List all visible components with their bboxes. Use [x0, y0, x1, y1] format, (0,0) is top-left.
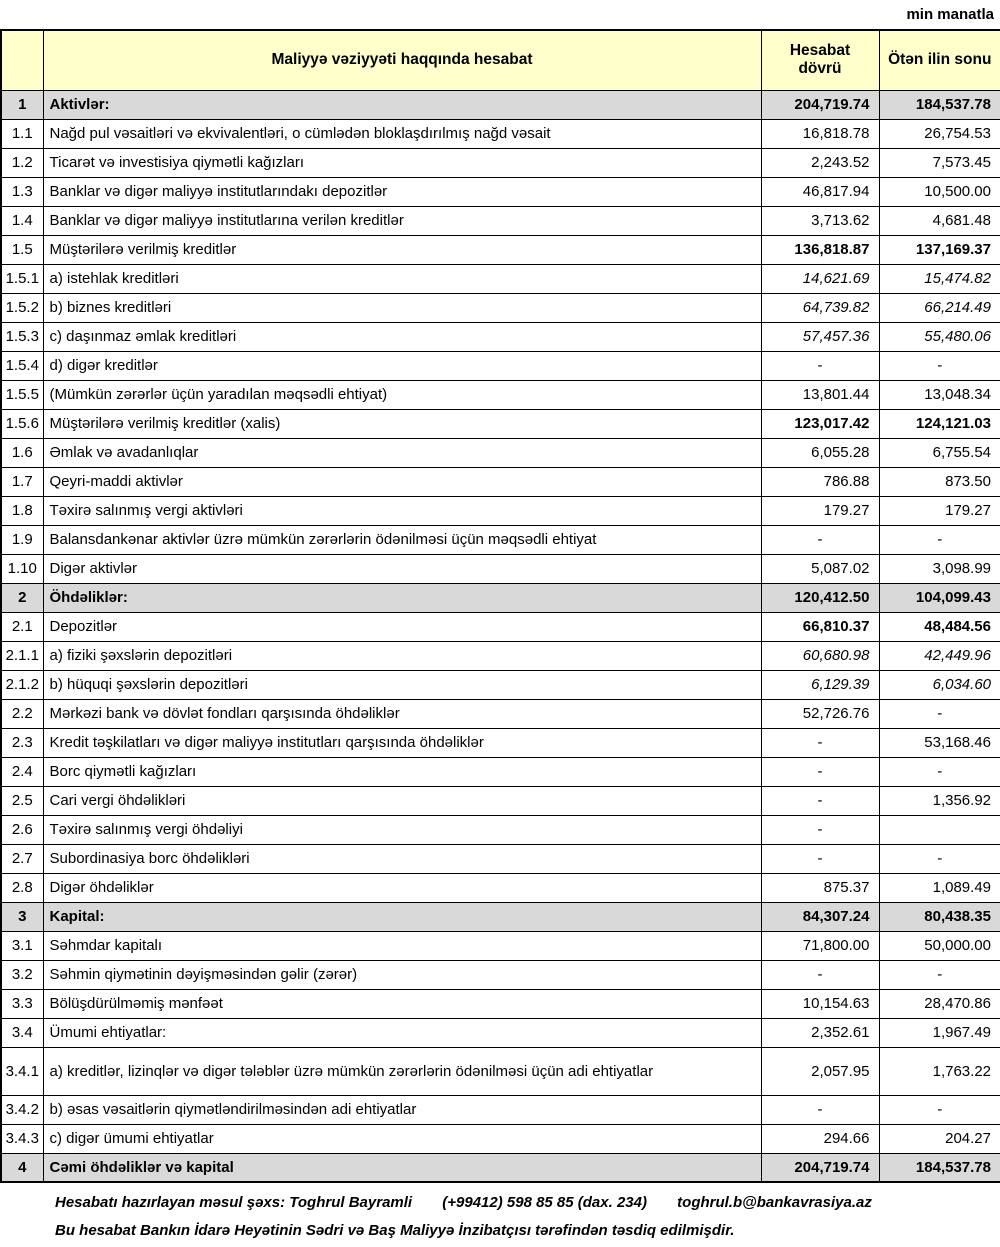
row-value-previous: 104,099.43 — [879, 583, 1000, 612]
row-value-current: 204,719.74 — [761, 1153, 879, 1182]
table-row — [1, 902, 1000, 931]
row-label: Cəmi öhdəliklər və kapital — [43, 1153, 761, 1182]
row-value-current: 3,713.62 — [761, 206, 879, 235]
row-number: 1.5.3 — [1, 322, 43, 351]
row-label: (Mümkün zərərlər üçün yaradılan məqsədli ehtiyat) — [43, 380, 761, 409]
row-value-current: 123,017.42 — [761, 409, 879, 438]
row-value-current: 84,307.24 — [761, 902, 879, 931]
row-label: b) biznes kreditləri — [43, 293, 761, 322]
row-number: 1.3 — [1, 177, 43, 206]
row-number: 3.4.1 — [1, 1047, 43, 1095]
row-number: 1 — [1, 90, 43, 119]
row-value-current: 2,352.61 — [761, 1018, 879, 1047]
row-value-previous: - — [879, 351, 1000, 380]
row-label: b) hüquqi şəxslərin depozitləri — [43, 670, 761, 699]
table-row — [1, 612, 1000, 641]
row-value-previous: 6,034.60 — [879, 670, 1000, 699]
row-value-previous: 7,573.45 — [879, 148, 1000, 177]
row-value-previous: 179.27 — [879, 496, 1000, 525]
row-label: Mərkəzi bank və dövlət fondları qarşısında öhdəliklər — [43, 699, 761, 728]
row-label: Depozitlər — [43, 612, 761, 641]
row-value-current: 66,810.37 — [761, 612, 879, 641]
table-row — [1, 380, 1000, 409]
table-row — [1, 989, 1000, 1018]
table-row — [1, 1124, 1000, 1153]
table-row — [1, 786, 1000, 815]
row-label: c) daşınmaz əmlak kreditləri — [43, 322, 761, 351]
header-number-cell — [1, 30, 43, 90]
row-label: Ticarət və investisiya qiymətli kağızları — [43, 148, 761, 177]
table-row — [1, 583, 1000, 612]
row-number: 1.5.1 — [1, 264, 43, 293]
row-value-previous: 55,480.06 — [879, 322, 1000, 351]
row-value-current: 57,457.36 — [761, 322, 879, 351]
table-row — [1, 496, 1000, 525]
table-row — [1, 119, 1000, 148]
row-label: Öhdəliklər: — [43, 583, 761, 612]
row-number: 1.7 — [1, 467, 43, 496]
row-label: a) fiziki şəxslərin depozitləri — [43, 641, 761, 670]
row-label: Kredit təşkilatları və digər maliyyə institutları qarşısında öhdəliklər — [43, 728, 761, 757]
row-value-current: 120,412.50 — [761, 583, 879, 612]
table-row — [1, 264, 1000, 293]
table-row — [1, 90, 1000, 119]
row-number: 1.5.6 — [1, 409, 43, 438]
table-row — [1, 525, 1000, 554]
row-number: 1.10 — [1, 554, 43, 583]
row-value-current: 2,243.52 — [761, 148, 879, 177]
table-row — [1, 293, 1000, 322]
row-number: 2.1.1 — [1, 641, 43, 670]
row-label: Bölüşdürülməmiş mənfəət — [43, 989, 761, 1018]
table-row — [1, 728, 1000, 757]
row-value-current: 204,719.74 — [761, 90, 879, 119]
row-label: Qeyri-maddi aktivlər — [43, 467, 761, 496]
row-number: 3.4 — [1, 1018, 43, 1047]
row-value-current: 875.37 — [761, 873, 879, 902]
row-value-current: - — [761, 757, 879, 786]
row-value-previous: 10,500.00 — [879, 177, 1000, 206]
row-number: 1.5 — [1, 235, 43, 264]
row-label: c) digər ümumi ehtiyatlar — [43, 1124, 761, 1153]
row-value-previous: 42,449.96 — [879, 641, 1000, 670]
table-row — [1, 467, 1000, 496]
row-number: 1.4 — [1, 206, 43, 235]
row-value-current: 6,055.28 — [761, 438, 879, 467]
row-value-previous: 137,169.37 — [879, 235, 1000, 264]
table-header — [1, 30, 1000, 90]
row-value-current: 294.66 — [761, 1124, 879, 1153]
row-number: 2.4 — [1, 757, 43, 786]
row-number: 1.2 — [1, 148, 43, 177]
row-label: b) əsas vəsaitlərin qiymətləndirilməsindən adi ehtiyatlar — [43, 1095, 761, 1124]
row-number: 2.6 — [1, 815, 43, 844]
row-value-current: 179.27 — [761, 496, 879, 525]
header-previous-year: Ötən ilin sonu — [879, 30, 1000, 90]
table-row — [1, 873, 1000, 902]
row-value-previous: 48,484.56 — [879, 612, 1000, 641]
table-row — [1, 757, 1000, 786]
row-label: Əmlak və avadanlıqlar — [43, 438, 761, 467]
row-label: Təxirə salınmış vergi öhdəliyi — [43, 815, 761, 844]
row-value-previous: 1,763.22 — [879, 1047, 1000, 1095]
row-value-current: - — [761, 815, 879, 844]
row-value-previous: 1,356.92 — [879, 786, 1000, 815]
row-label: Səhmin qiymətinin dəyişməsindən gəlir (zərər) — [43, 960, 761, 989]
row-number: 2.3 — [1, 728, 43, 757]
footer-contact-line — [55, 1194, 990, 1211]
row-number: 2.8 — [1, 873, 43, 902]
row-label: d) digər kreditlər — [43, 351, 761, 380]
row-value-current: 64,739.82 — [761, 293, 879, 322]
row-value-previous: 124,121.03 — [879, 409, 1000, 438]
row-number: 1.5.5 — [1, 380, 43, 409]
contact-email: toghrul.b@bankavrasiya.az — [677, 1194, 872, 1211]
approval-statement: Bu hesabat Bankın İdarə Heyətinin Sədri və Baş Maliyyə İnzibatçısı tərəfindən təsdiq edilmişdir. — [55, 1222, 735, 1240]
row-number: 1.6 — [1, 438, 43, 467]
row-label: Cari vergi öhdəlikləri — [43, 786, 761, 815]
row-label: Subordinasiya borc öhdəlikləri — [43, 844, 761, 873]
row-label: Ümumi ehtiyatlar: — [43, 1018, 761, 1047]
row-label: a) istehlak kreditləri — [43, 264, 761, 293]
row-value-previous: 80,438.35 — [879, 902, 1000, 931]
table-row — [1, 554, 1000, 583]
row-number: 1.9 — [1, 525, 43, 554]
row-label: Müştərilərə verilmiş kreditlər — [43, 235, 761, 264]
row-value-previous: 184,537.78 — [879, 1153, 1000, 1182]
table-row — [1, 1095, 1000, 1124]
row-number: 2 — [1, 583, 43, 612]
row-value-previous: 1,967.49 — [879, 1018, 1000, 1047]
row-value-current: 71,800.00 — [761, 931, 879, 960]
row-number: 1.5.2 — [1, 293, 43, 322]
row-value-previous: 184,537.78 — [879, 90, 1000, 119]
row-value-current: 786.88 — [761, 467, 879, 496]
table-row — [1, 1018, 1000, 1047]
row-value-current: 46,817.94 — [761, 177, 879, 206]
table-row — [1, 206, 1000, 235]
row-label: Kapital: — [43, 902, 761, 931]
row-value-previous: 204.27 — [879, 1124, 1000, 1153]
row-value-current: - — [761, 351, 879, 380]
table-row — [1, 322, 1000, 351]
table-row — [1, 1047, 1000, 1095]
unit-note: min manatla — [906, 6, 994, 23]
row-value-current: 2,057.95 — [761, 1047, 879, 1095]
row-number: 3.4.3 — [1, 1124, 43, 1153]
row-number: 3.4.2 — [1, 1095, 43, 1124]
row-label: Aktivlər: — [43, 90, 761, 119]
row-value-previous: 6,755.54 — [879, 438, 1000, 467]
row-value-previous: 26,754.53 — [879, 119, 1000, 148]
row-number: 4 — [1, 1153, 43, 1182]
row-value-previous: 873.50 — [879, 467, 1000, 496]
table-row — [1, 931, 1000, 960]
row-number: 3.3 — [1, 989, 43, 1018]
row-number: 1.1 — [1, 119, 43, 148]
row-value-current: - — [761, 786, 879, 815]
row-value-current: 13,801.44 — [761, 380, 879, 409]
row-number: 2.1.2 — [1, 670, 43, 699]
row-number: 3.2 — [1, 960, 43, 989]
row-value-current: - — [761, 1095, 879, 1124]
row-value-previous: 28,470.86 — [879, 989, 1000, 1018]
row-value-previous: 3,098.99 — [879, 554, 1000, 583]
table-row — [1, 148, 1000, 177]
table-row — [1, 815, 1000, 844]
table-row — [1, 1153, 1000, 1182]
row-label: Balansdankənar aktivlər üzrə mümkün zərərlərin ödənilməsi üçün məqsədli ehtiyat — [43, 525, 761, 554]
table-row — [1, 177, 1000, 206]
row-number: 1.5.4 — [1, 351, 43, 380]
row-value-previous: 50,000.00 — [879, 931, 1000, 960]
row-value-previous: - — [879, 699, 1000, 728]
row-value-current: - — [761, 844, 879, 873]
header-current-period: Hesabat dövrü — [761, 30, 879, 90]
table-row — [1, 641, 1000, 670]
row-value-previous: 66,214.49 — [879, 293, 1000, 322]
row-label: Borc qiymətli kağızları — [43, 757, 761, 786]
row-value-current: - — [761, 525, 879, 554]
row-value-previous — [879, 815, 1000, 844]
contact-phone: (+99412) 598 85 85 (dax. 234) — [442, 1194, 647, 1211]
row-label: a) kreditlər, lizinqlər və digər tələblər üzrə mümkün zərərlərin ödənilməsi üçün adi ehtiyatlar — [43, 1047, 761, 1095]
table-row — [1, 351, 1000, 380]
row-value-previous: - — [879, 757, 1000, 786]
row-number: 1.8 — [1, 496, 43, 525]
row-value-previous: 13,048.34 — [879, 380, 1000, 409]
table-row — [1, 438, 1000, 467]
row-value-previous: - — [879, 525, 1000, 554]
row-value-current: - — [761, 960, 879, 989]
row-value-current: 6,129.39 — [761, 670, 879, 699]
row-label: Nağd pul vəsaitləri və ekvivalentləri, o cümlədən bloklaşdırılmış nağd vəsait — [43, 119, 761, 148]
row-value-current: - — [761, 728, 879, 757]
table-row — [1, 960, 1000, 989]
row-label: Banklar və digər maliyyə institutlarına verilən kreditlər — [43, 206, 761, 235]
table-row — [1, 409, 1000, 438]
table-row — [1, 235, 1000, 264]
table-title: Maliyyə vəziyyəti haqqında hesabat — [43, 30, 761, 90]
row-value-previous: 4,681.48 — [879, 206, 1000, 235]
row-value-previous: - — [879, 960, 1000, 989]
table-row — [1, 699, 1000, 728]
row-value-current: 14,621.69 — [761, 264, 879, 293]
table-row — [1, 670, 1000, 699]
row-label: Müştərilərə verilmiş kreditlər (xalis) — [43, 409, 761, 438]
row-value-previous: 53,168.46 — [879, 728, 1000, 757]
row-label: Digər aktivlər — [43, 554, 761, 583]
row-value-current: 5,087.02 — [761, 554, 879, 583]
table-header-row — [1, 30, 1000, 90]
row-label: Səhmdar kapitalı — [43, 931, 761, 960]
row-label: Banklar və digər maliyyə institutlarındakı depozitlər — [43, 177, 761, 206]
row-value-previous: 1,089.49 — [879, 873, 1000, 902]
financial-position-table — [0, 29, 1000, 1183]
row-value-current: 52,726.76 — [761, 699, 879, 728]
row-number: 2.2 — [1, 699, 43, 728]
row-value-previous: - — [879, 844, 1000, 873]
prepared-by-text: Hesabatı hazırlayan məsul şəxs: Toghrul Bayramli — [55, 1194, 413, 1211]
table-row — [1, 844, 1000, 873]
row-value-current: 10,154.63 — [761, 989, 879, 1018]
row-value-previous: - — [879, 1095, 1000, 1124]
report-footer — [0, 1183, 1000, 1240]
row-number: 2.7 — [1, 844, 43, 873]
row-value-current: 60,680.98 — [761, 641, 879, 670]
row-value-previous: 15,474.82 — [879, 264, 1000, 293]
row-number: 2.5 — [1, 786, 43, 815]
row-value-current: 136,818.87 — [761, 235, 879, 264]
table-body — [1, 90, 1000, 1182]
row-value-current: 16,818.78 — [761, 119, 879, 148]
row-number: 3 — [1, 902, 43, 931]
row-label: Təxirə salınmış vergi aktivləri — [43, 496, 761, 525]
row-number: 2.1 — [1, 612, 43, 641]
row-label: Digər öhdəliklər — [43, 873, 761, 902]
row-number: 3.1 — [1, 931, 43, 960]
